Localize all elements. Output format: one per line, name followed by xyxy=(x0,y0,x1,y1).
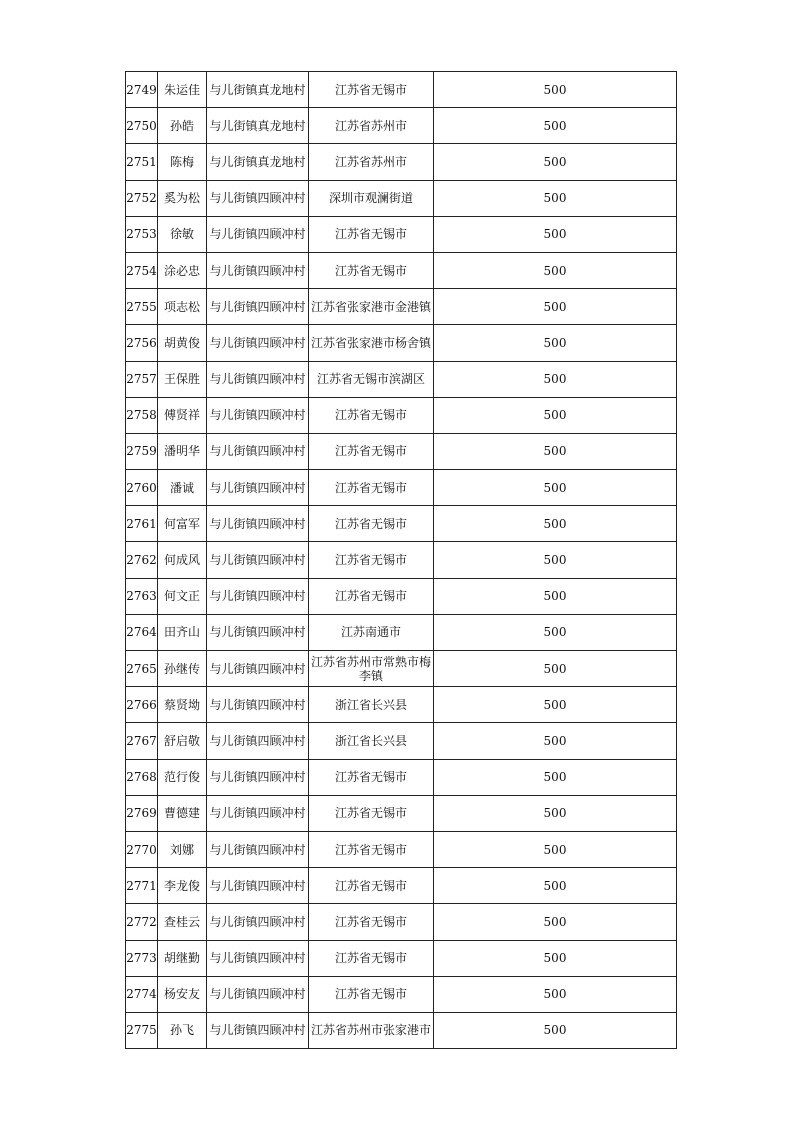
subsidy-amount-cell xyxy=(434,180,677,216)
work-location-cell xyxy=(309,470,434,506)
home-village: 与儿街镇四顾冲村 xyxy=(209,589,306,604)
home-village-cell xyxy=(207,723,309,759)
home-village-cell xyxy=(207,868,309,904)
person-name-cell xyxy=(158,72,207,108)
table-row xyxy=(126,433,677,469)
row-number-cell xyxy=(126,614,158,650)
home-village-cell xyxy=(207,651,309,687)
row-number: 2765 xyxy=(126,661,157,676)
work-location-cell xyxy=(309,361,434,397)
subsidy-amount-cell xyxy=(434,470,677,506)
person-name: 蔡贤坳 xyxy=(163,697,200,712)
row-number: 2766 xyxy=(126,697,157,712)
table-row xyxy=(126,795,677,831)
work-location: 江苏省苏州市 xyxy=(334,118,407,133)
home-village-cell xyxy=(207,433,309,469)
row-number-cell xyxy=(126,759,158,795)
row-number: 2749 xyxy=(126,82,157,97)
person-name-cell xyxy=(158,470,207,506)
subsidy-amount: 500 xyxy=(543,118,567,133)
home-village-cell xyxy=(207,1012,309,1048)
person-name: 胡黄俊 xyxy=(163,335,200,350)
person-name: 项志松 xyxy=(163,299,200,314)
row-number-cell xyxy=(126,1012,158,1048)
person-name-cell xyxy=(158,976,207,1012)
home-village-cell xyxy=(207,904,309,940)
work-location-cell xyxy=(309,397,434,433)
home-village: 与儿街镇四顾冲村 xyxy=(209,625,306,640)
person-name-cell xyxy=(158,614,207,650)
subsidy-amount-cell xyxy=(434,831,677,867)
table-row xyxy=(126,216,677,252)
work-location-cell xyxy=(309,542,434,578)
work-location-cell xyxy=(309,506,434,542)
person-name-cell xyxy=(158,795,207,831)
subsidy-amount: 500 xyxy=(543,372,567,387)
row-number-cell xyxy=(126,144,158,180)
table-row xyxy=(126,578,677,614)
row-number: 2771 xyxy=(126,878,157,893)
work-location: 江苏省无锡市 xyxy=(334,842,407,857)
work-location-cell xyxy=(309,614,434,650)
person-name: 何成风 xyxy=(163,553,200,568)
work-location: 江苏省无锡市 xyxy=(334,951,407,966)
subsidy-amount: 500 xyxy=(543,914,567,929)
subsidy-table xyxy=(125,71,677,1049)
work-location: 江苏省无锡市 xyxy=(334,227,407,242)
work-location-cell xyxy=(309,252,434,288)
table-row xyxy=(126,72,677,108)
person-name-cell xyxy=(158,687,207,723)
subsidy-amount: 500 xyxy=(543,878,567,893)
person-name-cell xyxy=(158,433,207,469)
person-name: 舒启敬 xyxy=(163,733,200,748)
home-village-cell xyxy=(207,216,309,252)
row-number-cell xyxy=(126,433,158,469)
home-village: 与儿街镇真龙地村 xyxy=(209,154,306,169)
row-number: 2756 xyxy=(126,335,157,350)
work-location: 江苏省无锡市 xyxy=(334,263,407,278)
work-location: 江苏省张家港市杨舍镇 xyxy=(310,335,431,350)
subsidy-amount: 500 xyxy=(543,444,567,459)
home-village: 与儿街镇真龙地村 xyxy=(209,118,306,133)
home-village: 与儿街镇四顾冲村 xyxy=(209,372,306,387)
work-location: 深圳市观澜街道 xyxy=(328,191,413,206)
home-village-cell xyxy=(207,940,309,976)
home-village: 与儿街镇四顾冲村 xyxy=(209,191,306,206)
row-number-cell xyxy=(126,72,158,108)
person-name-cell xyxy=(158,759,207,795)
subsidy-amount: 500 xyxy=(543,227,567,242)
subsidy-amount-cell xyxy=(434,795,677,831)
home-village: 与儿街镇四顾冲村 xyxy=(209,951,306,966)
person-name-cell xyxy=(158,651,207,687)
work-location-cell xyxy=(309,289,434,325)
subsidy-amount: 500 xyxy=(543,335,567,350)
table-row xyxy=(126,904,677,940)
table-row xyxy=(126,868,677,904)
row-number-cell xyxy=(126,361,158,397)
subsidy-amount-cell xyxy=(434,108,677,144)
row-number: 2758 xyxy=(126,408,157,423)
table-row xyxy=(126,470,677,506)
person-name-cell xyxy=(158,216,207,252)
row-number: 2770 xyxy=(126,842,157,857)
person-name-cell xyxy=(158,397,207,433)
person-name-cell xyxy=(158,361,207,397)
person-name-cell xyxy=(158,289,207,325)
person-name-cell xyxy=(158,180,207,216)
subsidy-amount: 500 xyxy=(543,589,567,604)
work-location: 江苏省无锡市 xyxy=(334,589,407,604)
work-location-cell xyxy=(309,108,434,144)
subsidy-amount: 500 xyxy=(543,770,567,785)
row-number: 2759 xyxy=(126,444,157,459)
person-name: 陈梅 xyxy=(169,154,194,169)
table-row xyxy=(126,687,677,723)
subsidy-amount: 500 xyxy=(543,1023,567,1038)
work-location-cell xyxy=(309,759,434,795)
home-village-cell xyxy=(207,289,309,325)
home-village: 与儿街镇四顾冲村 xyxy=(209,987,306,1002)
row-number-cell xyxy=(126,506,158,542)
person-name-cell xyxy=(158,831,207,867)
work-location: 江苏省无锡市 xyxy=(334,878,407,893)
row-number: 2750 xyxy=(126,118,157,133)
home-village: 与儿街镇四顾冲村 xyxy=(209,335,306,350)
person-name-cell xyxy=(158,144,207,180)
row-number: 2769 xyxy=(126,806,157,821)
subsidy-amount-cell xyxy=(434,252,677,288)
work-location-cell xyxy=(309,940,434,976)
subsidy-amount: 500 xyxy=(543,951,567,966)
person-name: 王保胜 xyxy=(163,372,200,387)
table-row xyxy=(126,397,677,433)
person-name: 李龙俊 xyxy=(163,878,200,893)
person-name: 朱运佳 xyxy=(163,82,200,97)
row-number-cell xyxy=(126,687,158,723)
work-location: 浙江省长兴县 xyxy=(334,697,407,712)
row-number: 2764 xyxy=(126,625,157,640)
table-row xyxy=(126,831,677,867)
work-location-cell xyxy=(309,904,434,940)
row-number: 2774 xyxy=(126,987,157,1002)
work-location-cell xyxy=(309,723,434,759)
subsidy-amount-cell xyxy=(434,361,677,397)
work-location: 江苏省无锡市 xyxy=(334,553,407,568)
home-village-cell xyxy=(207,614,309,650)
row-number: 2767 xyxy=(126,733,157,748)
row-number: 2755 xyxy=(126,299,157,314)
subsidy-amount-cell xyxy=(434,940,677,976)
home-village-cell xyxy=(207,831,309,867)
person-name-cell xyxy=(158,578,207,614)
person-name: 何富军 xyxy=(163,516,200,531)
table-row xyxy=(126,723,677,759)
subsidy-amount-cell xyxy=(434,506,677,542)
row-number-cell xyxy=(126,108,158,144)
work-location: 江苏省无锡市 xyxy=(334,770,407,785)
work-location: 江苏省无锡市 xyxy=(334,914,407,929)
subsidy-amount: 500 xyxy=(543,661,567,676)
home-village: 与儿街镇四顾冲村 xyxy=(209,661,306,676)
row-number-cell xyxy=(126,542,158,578)
row-number-cell xyxy=(126,252,158,288)
table-row xyxy=(126,252,677,288)
home-village: 与儿街镇四顾冲村 xyxy=(209,263,306,278)
home-village: 与儿街镇四顾冲村 xyxy=(209,806,306,821)
home-village: 与儿街镇四顾冲村 xyxy=(209,914,306,929)
work-location: 江苏省无锡市 xyxy=(334,444,407,459)
home-village-cell xyxy=(207,506,309,542)
work-location: 江苏南通市 xyxy=(340,625,401,640)
row-number-cell xyxy=(126,289,158,325)
person-name-cell xyxy=(158,904,207,940)
row-number-cell xyxy=(126,723,158,759)
home-village: 与儿街镇四顾冲村 xyxy=(209,1023,306,1038)
subsidy-amount-cell xyxy=(434,325,677,361)
home-village-cell xyxy=(207,72,309,108)
table-row xyxy=(126,542,677,578)
table-row xyxy=(126,325,677,361)
person-name: 田齐山 xyxy=(163,625,200,640)
person-name: 何文正 xyxy=(163,589,200,604)
work-location: 江苏省无锡市 xyxy=(334,82,407,97)
home-village: 与儿街镇四顾冲村 xyxy=(209,842,306,857)
person-name-cell xyxy=(158,1012,207,1048)
work-location-cell xyxy=(309,868,434,904)
home-village: 与儿街镇四顾冲村 xyxy=(209,516,306,531)
home-village: 与儿街镇四顾冲村 xyxy=(209,733,306,748)
row-number: 2772 xyxy=(126,914,157,929)
row-number: 2763 xyxy=(126,589,157,604)
table-row xyxy=(126,506,677,542)
home-village-cell xyxy=(207,470,309,506)
home-village-cell xyxy=(207,252,309,288)
work-location-cell xyxy=(309,180,434,216)
subsidy-amount: 500 xyxy=(543,299,567,314)
home-village-cell xyxy=(207,759,309,795)
subsidy-amount-cell xyxy=(434,723,677,759)
person-name-cell xyxy=(158,868,207,904)
work-location-cell xyxy=(309,1012,434,1048)
subsidy-amount: 500 xyxy=(543,516,567,531)
row-number: 2773 xyxy=(126,951,157,966)
home-village-cell xyxy=(207,397,309,433)
home-village-cell xyxy=(207,144,309,180)
subsidy-amount-cell xyxy=(434,433,677,469)
work-location: 江苏省苏州市常熟市梅李镇 xyxy=(310,654,431,683)
work-location-cell xyxy=(309,144,434,180)
row-number-cell xyxy=(126,216,158,252)
person-name-cell xyxy=(158,723,207,759)
work-location: 江苏省苏州市张家港市 xyxy=(310,1023,431,1038)
work-location-cell xyxy=(309,651,434,687)
work-location-cell xyxy=(309,687,434,723)
subsidy-amount-cell xyxy=(434,289,677,325)
home-village: 与儿街镇四顾冲村 xyxy=(209,227,306,242)
person-name-cell xyxy=(158,325,207,361)
row-number: 2752 xyxy=(126,191,157,206)
home-village-cell xyxy=(207,542,309,578)
person-name: 范行俊 xyxy=(163,770,200,785)
table-row xyxy=(126,289,677,325)
table-row xyxy=(126,940,677,976)
row-number-cell xyxy=(126,578,158,614)
home-village-cell xyxy=(207,795,309,831)
work-location: 江苏省无锡市滨湖区 xyxy=(316,372,425,387)
subsidy-amount: 500 xyxy=(543,987,567,1002)
subsidy-amount: 500 xyxy=(543,408,567,423)
subsidy-amount: 500 xyxy=(543,191,567,206)
subsidy-amount-cell xyxy=(434,651,677,687)
work-location: 江苏省无锡市 xyxy=(334,480,407,495)
row-number-cell xyxy=(126,976,158,1012)
table-row xyxy=(126,614,677,650)
person-name: 徐敏 xyxy=(169,227,194,242)
person-name: 孙继传 xyxy=(163,661,200,676)
row-number-cell xyxy=(126,904,158,940)
person-name: 胡继勤 xyxy=(163,951,200,966)
person-name-cell xyxy=(158,542,207,578)
subsidy-amount: 500 xyxy=(543,553,567,568)
person-name-cell xyxy=(158,940,207,976)
work-location-cell xyxy=(309,795,434,831)
subsidy-amount-cell xyxy=(434,397,677,433)
home-village: 与儿街镇四顾冲村 xyxy=(209,770,306,785)
home-village-cell xyxy=(207,687,309,723)
table-row xyxy=(126,108,677,144)
work-location-cell xyxy=(309,325,434,361)
work-location: 浙江省长兴县 xyxy=(334,733,407,748)
work-location-cell xyxy=(309,976,434,1012)
home-village: 与儿街镇四顾冲村 xyxy=(209,878,306,893)
work-location: 江苏省无锡市 xyxy=(334,987,407,1002)
person-name: 孙飞 xyxy=(169,1023,194,1038)
subsidy-amount-cell xyxy=(434,578,677,614)
subsidy-amount-cell xyxy=(434,759,677,795)
person-name: 曹德建 xyxy=(163,806,200,821)
subsidy-amount: 500 xyxy=(543,82,567,97)
work-location-cell xyxy=(309,578,434,614)
row-number: 2754 xyxy=(126,263,157,278)
row-number-cell xyxy=(126,940,158,976)
person-name: 潘明华 xyxy=(163,444,200,459)
row-number-cell xyxy=(126,868,158,904)
subsidy-amount: 500 xyxy=(543,842,567,857)
row-number-cell xyxy=(126,325,158,361)
subsidy-amount-cell xyxy=(434,687,677,723)
home-village-cell xyxy=(207,180,309,216)
person-name: 刘娜 xyxy=(169,842,194,857)
person-name: 杨安友 xyxy=(163,987,200,1002)
row-number: 2751 xyxy=(126,154,157,169)
work-location-cell xyxy=(309,831,434,867)
row-number: 2761 xyxy=(126,516,157,531)
subsidy-amount: 500 xyxy=(543,733,567,748)
subsidy-amount-cell xyxy=(434,614,677,650)
person-name-cell xyxy=(158,108,207,144)
home-village: 与儿街镇四顾冲村 xyxy=(209,697,306,712)
person-name: 傅贤祥 xyxy=(163,408,200,423)
table-row xyxy=(126,180,677,216)
subsidy-amount: 500 xyxy=(543,806,567,821)
row-number: 2753 xyxy=(126,227,157,242)
home-village: 与儿街镇四顾冲村 xyxy=(209,480,306,495)
row-number-cell xyxy=(126,831,158,867)
work-location-cell xyxy=(309,72,434,108)
subsidy-amount-cell xyxy=(434,1012,677,1048)
home-village-cell xyxy=(207,325,309,361)
row-number-cell xyxy=(126,470,158,506)
subsidy-amount-cell xyxy=(434,216,677,252)
subsidy-amount-cell xyxy=(434,868,677,904)
person-name: 查桂云 xyxy=(163,914,200,929)
table-row xyxy=(126,361,677,397)
work-location: 江苏省苏州市 xyxy=(334,154,407,169)
person-name-cell xyxy=(158,252,207,288)
work-location: 江苏省张家港市金港镇 xyxy=(310,299,431,314)
home-village: 与儿街镇四顾冲村 xyxy=(209,553,306,568)
home-village-cell xyxy=(207,976,309,1012)
person-name: 孙皓 xyxy=(169,118,194,133)
subsidy-amount: 500 xyxy=(543,480,567,495)
home-village-cell xyxy=(207,361,309,397)
table-row xyxy=(126,759,677,795)
home-village: 与儿街镇四顾冲村 xyxy=(209,444,306,459)
row-number-cell xyxy=(126,180,158,216)
row-number-cell xyxy=(126,795,158,831)
subsidy-amount: 500 xyxy=(543,154,567,169)
row-number: 2757 xyxy=(126,372,157,387)
home-village-cell xyxy=(207,578,309,614)
work-location: 江苏省无锡市 xyxy=(334,806,407,821)
work-location: 江苏省无锡市 xyxy=(334,408,407,423)
person-name: 奚为松 xyxy=(163,191,200,206)
home-village-cell xyxy=(207,108,309,144)
person-name-cell xyxy=(158,506,207,542)
row-number: 2762 xyxy=(126,553,157,568)
subsidy-amount-cell xyxy=(434,542,677,578)
subsidy-amount: 500 xyxy=(543,263,567,278)
person-name: 潘诚 xyxy=(169,480,194,495)
table-row xyxy=(126,1012,677,1048)
table-row xyxy=(126,976,677,1012)
subsidy-amount-cell xyxy=(434,144,677,180)
row-number-cell xyxy=(126,651,158,687)
row-number: 2768 xyxy=(126,770,157,785)
row-number-cell xyxy=(126,397,158,433)
subsidy-amount: 500 xyxy=(543,625,567,640)
table-row xyxy=(126,651,677,687)
home-village: 与儿街镇四顾冲村 xyxy=(209,408,306,423)
work-location-cell xyxy=(309,216,434,252)
work-location: 江苏省无锡市 xyxy=(334,516,407,531)
subsidy-amount-cell xyxy=(434,904,677,940)
subsidy-amount-cell xyxy=(434,72,677,108)
subsidy-amount: 500 xyxy=(543,697,567,712)
work-location-cell xyxy=(309,433,434,469)
row-number: 2775 xyxy=(126,1023,157,1038)
home-village: 与儿街镇真龙地村 xyxy=(209,82,306,97)
row-number: 2760 xyxy=(126,480,157,495)
table-row xyxy=(126,144,677,180)
table-body xyxy=(126,72,677,1049)
subsidy-amount-cell xyxy=(434,976,677,1012)
home-village: 与儿街镇四顾冲村 xyxy=(209,299,306,314)
person-name: 涂必忠 xyxy=(163,263,200,278)
